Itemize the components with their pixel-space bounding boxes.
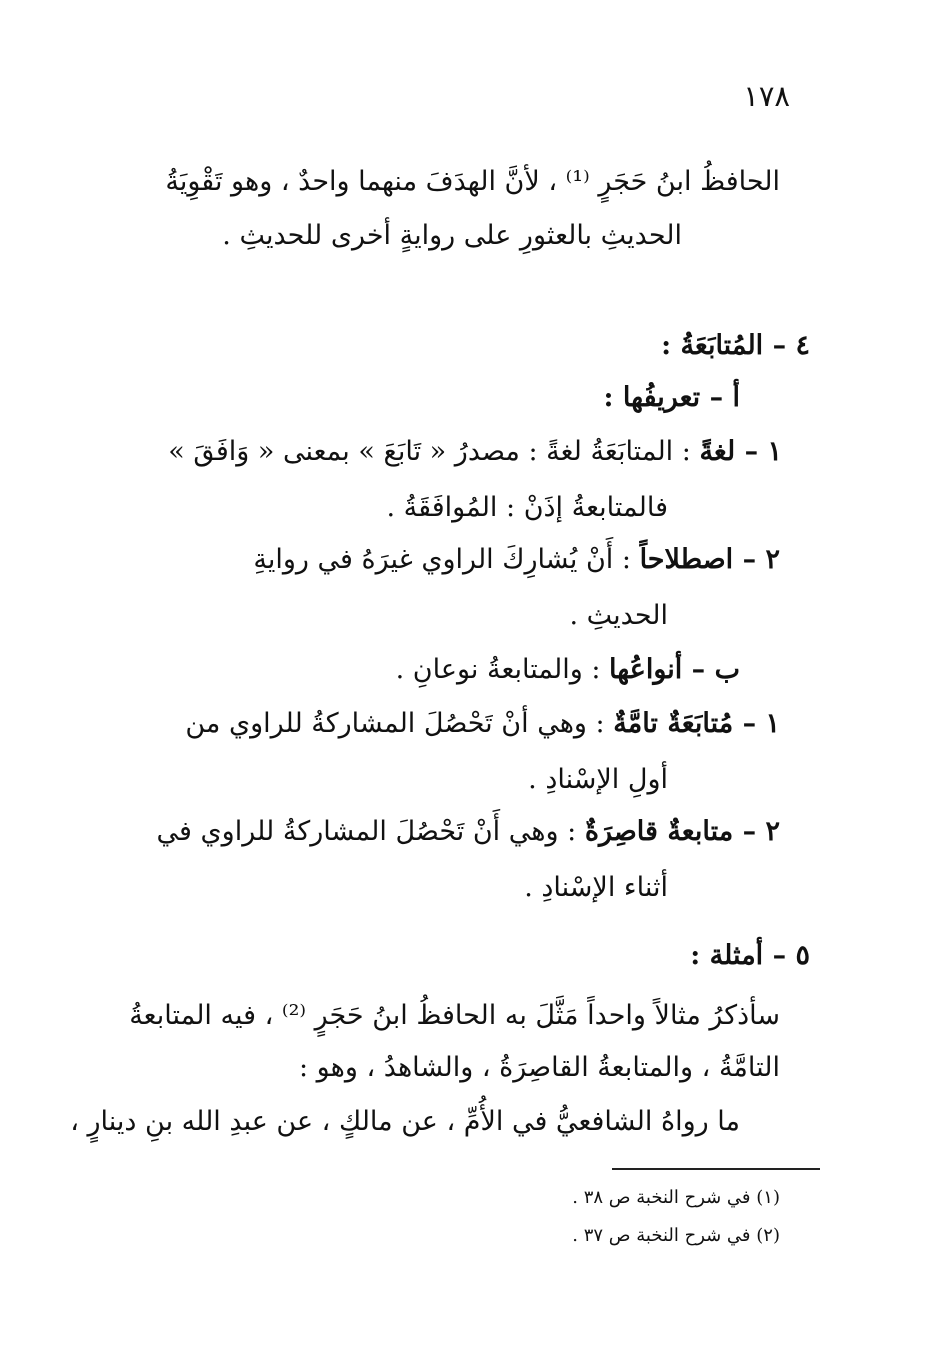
types-label: ب – أنواعُها [609,654,740,685]
term-label: ٢ – اصطلاحاً [639,544,780,575]
section-4-heading: ٤ – المُتابَعَةُ : [661,330,810,361]
examples-line-1: سأذكرُ مثالاً واحداً مَثَّلَ به الحافظُ ابنُ حَجَرٍ ⁽²⁾ ، فيه المتابعةُ [129,1000,780,1031]
footnote-divider [612,1168,820,1170]
section-5-heading: ٥ – أمثلة : [690,940,810,971]
partial-follow-line-2: أثناء الإسْنادِ . [524,872,668,903]
footnote-1: (١) في شرح النخبة ص ٣٨ . [572,1187,780,1208]
full-follow-label: ١ – مُتابَعَةٌ تامَّةٌ [613,708,780,739]
full-follow-line-2: أولِ الإسْنادِ . [528,764,668,795]
partial-follow-text: : وهي أَنْ تَحْصُلَ المشاركةُ للراوي في [156,816,577,847]
intro-line-1: الحافظُ ابنُ حَجَرٍ ⁽¹⁾ ، لأنَّ الهدَفَ منهما واحدٌ ، وهو تَقْوِيَةُ [165,166,780,197]
full-follow-text: : وهي أنْ تَحْصُلَ المشاركةُ للراوي من [185,708,605,739]
definition-term-line-2: الحديثِ . [569,600,668,631]
footnote-2: (٢) في شرح النخبة ص ٣٧ . [572,1225,780,1246]
language-text: : المتابَعَةُ لغةً : مصدرُ « تَابَعَ » بمعنى « وَافَقَ » [168,436,691,467]
examples-line-2: التامَّةُ ، والمتابعةُ القاصِرَةُ ، والشاهدُ ، وهو : [298,1052,780,1083]
types-heading-line [396,650,740,690]
full-follow-line-1 [185,704,780,744]
page-number: ١٧٨ [743,79,790,113]
language-label: ١ – لغةً [699,436,782,467]
term-text: : أَنْ يُشارِكَ الراوي غيرَهُ في روايةِ [253,544,631,575]
types-text: : والمتابعةُ نوعانِ . [395,654,601,685]
definition-language-line-2: فالمتابعةُ إذَنْ : المُوافَقَةُ . [386,492,668,523]
partial-follow-line-1 [157,812,780,852]
intro-line-2: الحديثِ بالعثورِ على روايةٍ أخرى للحديثِ . [222,220,682,251]
definition-heading: أ – تعريفُها : [603,382,740,413]
partial-follow-label: ٢ – متابعةٌ قاصِرَةٌ [584,816,780,847]
definition-term-line-1 [253,540,780,580]
examples-line-3: ما رواهُ الشافعيُّ في الأُمِّ ، عن مالكٍ ، عن عبدِ الله بنِ دينارٍ ، [70,1106,740,1137]
definition-language-line-1 [168,432,782,472]
